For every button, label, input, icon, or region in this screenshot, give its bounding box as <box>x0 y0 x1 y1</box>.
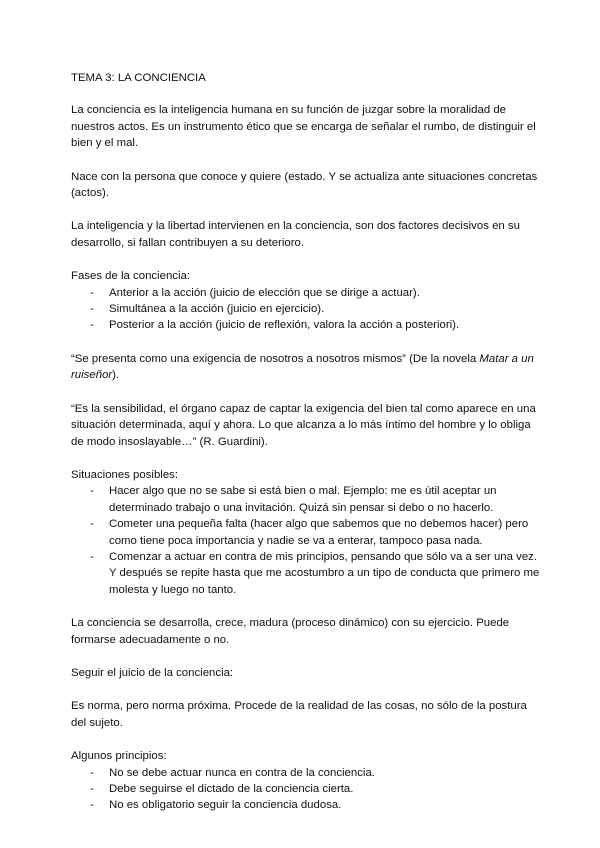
list-item-text: Hacer algo que no se sabe si está bien o mal. Ejemplo: me es útil aceptar un determinado trabajo o una invitación. Quizá sin pensar si debo o no hacerlo. <box>109 485 497 514</box>
list-item-text: Cometer una pequeña falta (hacer algo que sabemos que no debemos hacer) pero como tiene poca importancia y nadie se va a enterar, tampoco pasa nada. <box>109 518 529 547</box>
quote-guardini: “Es la sensibilidad, el órgano capaz de captar la exigencia del bien tal como aparece en una situación determinada, aquí y ahora. Lo que alcanza a lo más íntimo del hombre y lo obliga de modo insoslayable…” (R. Guardini). <box>71 402 536 448</box>
quote-novel-text: “Se presenta como una exigencia de nosotros a nosotros mismos” (De la novela <box>71 352 480 365</box>
list-item <box>71 797 540 813</box>
list-item <box>71 765 540 781</box>
paragraph-development: La conciencia se desarrolla, crece, madura (proceso dinámico) con su ejercicio. Puede formarse adecuadamente o no. <box>71 617 510 646</box>
dash-bullet: - <box>90 286 94 299</box>
list-item <box>71 285 540 301</box>
list-item-text: Anterior a la acción (juicio de elección que se dirige a actuar). <box>109 286 420 299</box>
list-item-text: Simultánea a la acción (juicio en ejercicio). <box>109 303 325 316</box>
dash-bullet: - <box>90 550 94 563</box>
list-item-text: Posterior a la acción (juicio de reflexión, valora la acción a posteriori). <box>109 319 460 332</box>
paragraph-intro: La conciencia es la inteligencia humana en su función de juzgar sobre la moralidad de nuestros actos. Es un instrumento ético que se encarga de señalar el rumbo, de distinguir el bien y el mal. <box>71 104 536 150</box>
list-item-text: Debe seguirse el dictado de la conciencia cierta. <box>109 783 354 795</box>
dash-bullet: - <box>90 303 94 316</box>
paragraph-follow: Seguir el juicio de la conciencia: <box>71 666 234 679</box>
quote-novel <box>71 351 540 384</box>
list-item <box>71 549 540 598</box>
dash-bullet: - <box>90 799 94 812</box>
paragraph-intelligence: La inteligencia y la libertad intervienen en la conciencia, son dos factores decisivos en su desarrollo, si fallan contribuyen a su deterioro. <box>71 220 520 249</box>
list-item-text: Comenzar a actuar en contra de mis principios, pensando que sólo va a ser una vez. Y después se repite hasta que me acostumbro a un tipo de conducta que primero me molesta y luego no tanto. <box>109 550 540 596</box>
situations-heading: Situaciones posibles: <box>71 468 179 481</box>
phases-heading: Fases de la conciencia: <box>71 270 191 283</box>
list-item <box>71 301 540 317</box>
principles-list <box>71 765 540 814</box>
principles-heading: Algunos principios: <box>71 750 167 763</box>
list-item <box>71 483 540 516</box>
list-item <box>71 317 540 333</box>
list-item-text: No es obligatorio seguir la conciencia dudosa. <box>109 799 342 812</box>
dash-bullet: - <box>90 518 94 531</box>
phases-list <box>71 285 540 334</box>
list-item <box>71 516 540 549</box>
list-item-text: No se debe actuar nunca en contra de la conciencia. <box>109 766 375 779</box>
document-title: TEMA 3: LA CONCIENCIA <box>71 72 206 84</box>
paragraph-norm: Es norma, pero norma próxima. Procede de la realidad de las cosas, no sólo de la postura del sujeto. <box>71 700 527 729</box>
quote-novel-end: ). <box>112 369 120 382</box>
dash-bullet: - <box>90 783 94 795</box>
paragraph-birth: Nace con la persona que conoce y quiere (estado. Y se actualiza ante situaciones concretas (actos). <box>71 170 538 200</box>
list-item <box>71 781 540 797</box>
dash-bullet: - <box>90 319 94 332</box>
dash-bullet: - <box>90 766 94 779</box>
situations-list <box>71 483 540 598</box>
novel-title: Matar a un ruiseñor <box>71 352 534 382</box>
dash-bullet: - <box>90 485 94 498</box>
